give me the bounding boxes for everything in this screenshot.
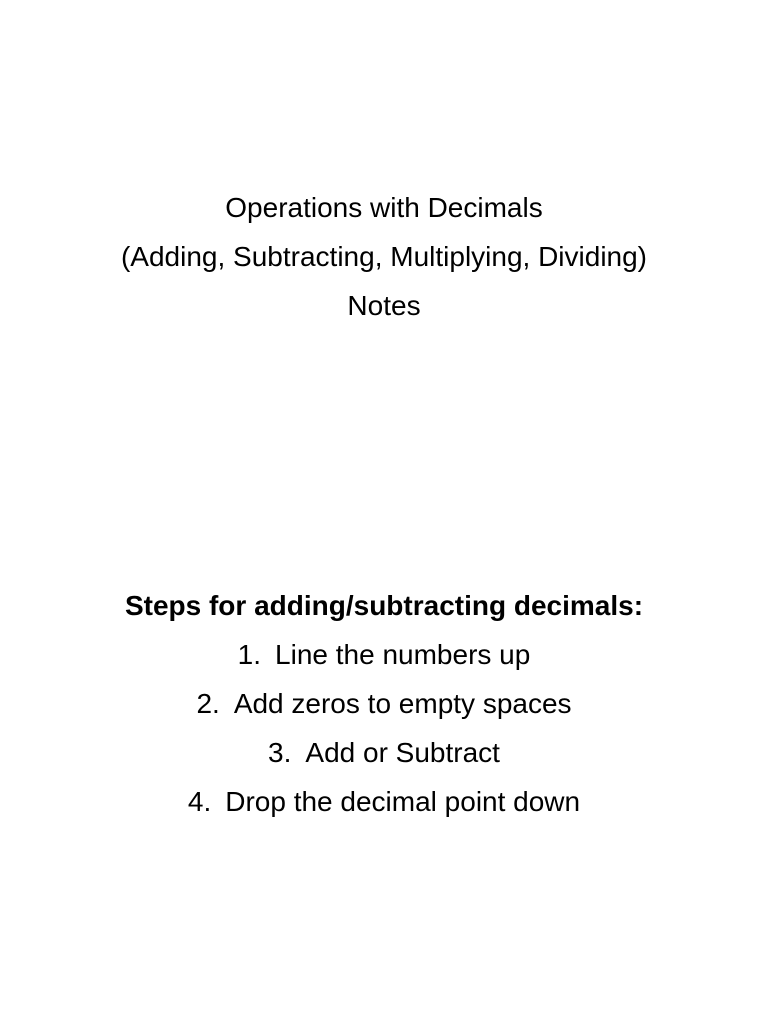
step-number: 2. <box>196 688 220 719</box>
steps-heading: Steps for adding/subtracting decimals: <box>124 590 644 621</box>
step-text: Add zeros to empty spaces <box>233 688 572 719</box>
steps-section <box>0 581 768 826</box>
step-text: Add or Subtract <box>305 737 500 768</box>
step-text: Drop the decimal point down <box>225 786 581 817</box>
title-block <box>0 183 768 330</box>
step-item <box>0 728 768 777</box>
step-item <box>0 777 768 826</box>
step-item <box>0 630 768 679</box>
title-line-2: (Adding, Subtracting, Multiplying, Dividing) <box>120 241 648 272</box>
title-line-3: Notes <box>347 290 421 321</box>
title-line-1: Operations with Decimals <box>225 192 543 223</box>
step-item <box>0 679 768 728</box>
step-number: 3. <box>268 737 292 768</box>
step-number: 4. <box>187 786 212 817</box>
step-text: Line the numbers up <box>275 639 531 670</box>
step-number: 1. <box>237 639 262 670</box>
